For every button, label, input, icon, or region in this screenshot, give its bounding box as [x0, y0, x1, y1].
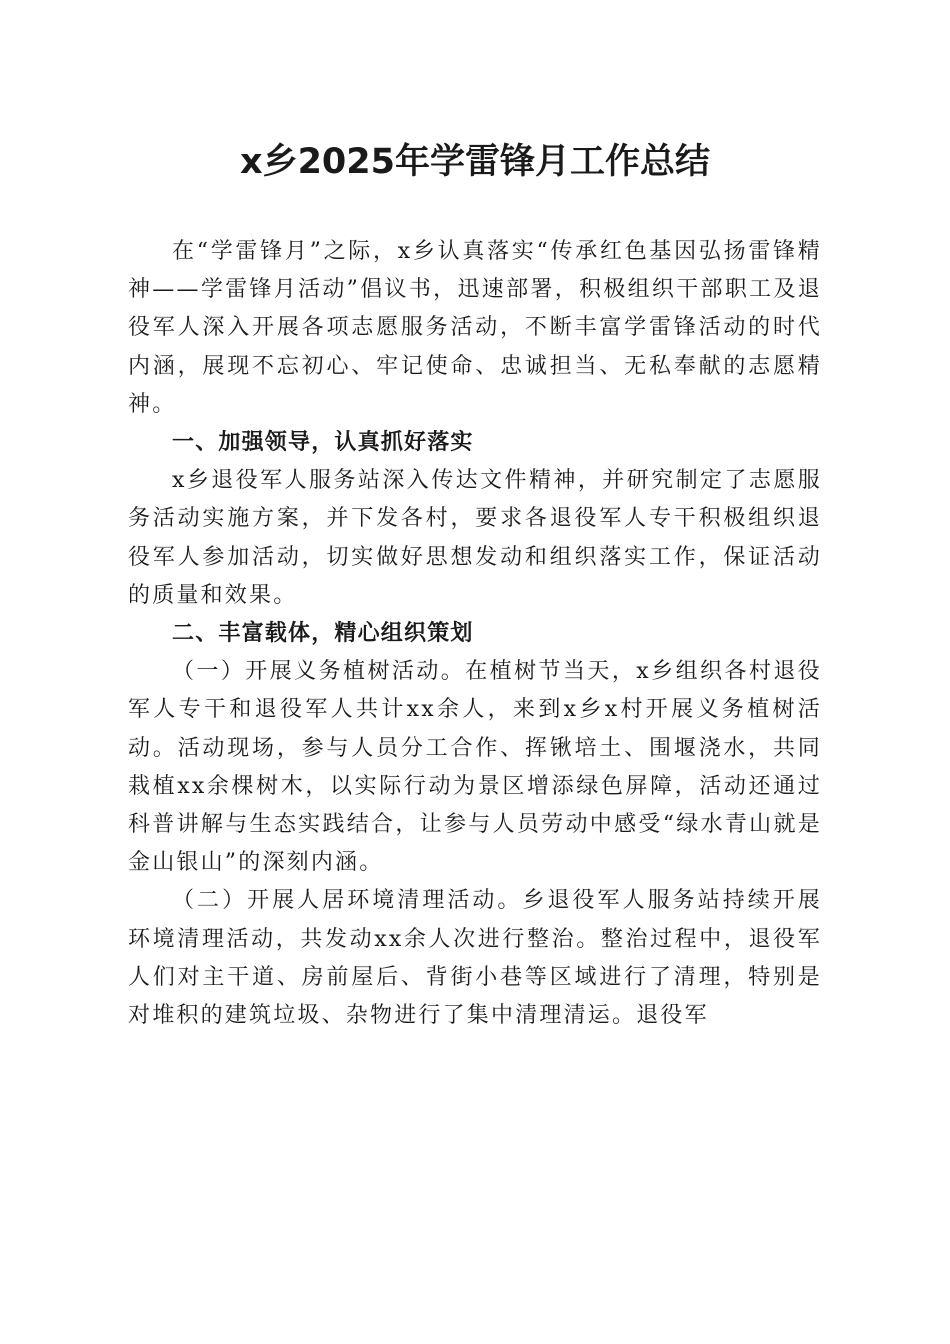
section-1-paragraph: x乡退役军人服务站深入传达文件精神，并研究制定了志愿服务活动实施方案，并下发各村，要求各退役军人专干积极组织退役军人参加活动，切实做好思想发动和组织落实工作，保证活动的质量和效果。	[128, 468, 822, 608]
section-2-item-2-paragraph	[128, 882, 822, 1035]
section-2-item-2-head: （二）开展人居环境清理活动。	[172, 888, 523, 914]
section-1-heading: 一、加强领导，认真抓好落实	[172, 430, 474, 456]
intro-paragraph: 在“学雷锋月”之际，x乡认真落实“传承红色基因弘扬雷锋精神——学雷锋月活动”倡议书，迅速部署，积极组织干部职工及退役军人深入开展各项志愿服务活动，不断丰富学雷锋活动的时代内涵，展现不忘初心、牢记使命、忠诚担当、无私奉献的志愿精神。	[128, 239, 822, 417]
document-page	[128, 138, 822, 1029]
section-2-item-2-body: 乡退役军人服务站持续开展环境清理活动，共发动xx余人次进行整治。整治过程中，退役军人们对主干道、房前屋后、背街小巷等区域进行了清理，特别是对堆积的建筑垃圾、杂物进行了集中清理清运。退役军	[128, 888, 822, 1029]
section-2-item-1-head: （一）开展义务植树活动。	[172, 659, 466, 685]
section-2-item-1-paragraph	[128, 653, 822, 882]
section-2-item-1-body: 在植树节当天，x乡组织各村退役军人专干和退役军人共计xx余人，来到x乡x村开展义务植树活动。活动现场，参与人员分工合作、挥锹培土、围堰浇水，共同栽植xx余棵树木，以实际行动为景区增添绿色屏障，活动还通过科普讲解与生态实践结合，让参与人员劳动中感受“绿水青山就是金山银山”的深刻内涵。	[128, 659, 822, 876]
section-2-heading: 二、丰富载体，精心组织策划	[172, 621, 474, 647]
document-body	[128, 233, 822, 1035]
document-title: x乡2025年学雷锋月工作总结	[240, 142, 710, 182]
